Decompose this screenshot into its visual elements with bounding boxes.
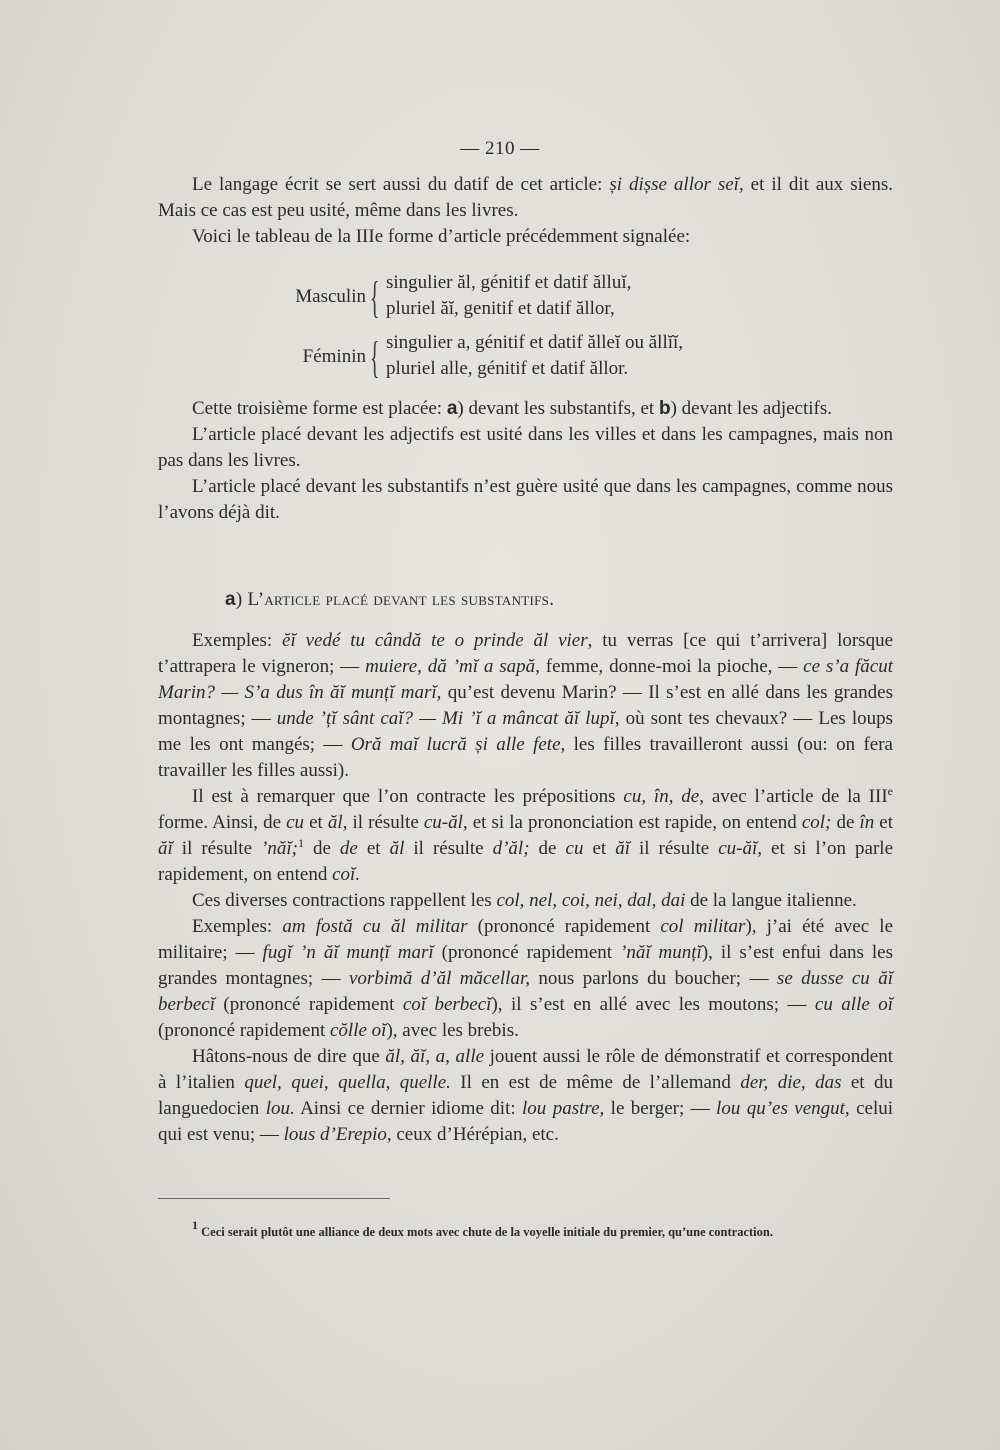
example-italic: ’năĭ; [261, 838, 298, 859]
example-italic: col; [801, 812, 832, 833]
footnote [158, 1218, 893, 1241]
text-span: et [874, 812, 893, 833]
bold-letter-a: a [446, 398, 458, 419]
text-span: ), avec les brebis. [386, 1020, 519, 1041]
section-title: ) L’article placé devant les substantifs. [235, 589, 555, 610]
paragraph-exemples-1 [158, 628, 893, 784]
paragraph-adjectifs: L’article placé devant les adjectifs est usité dans les villes et dans les campagnes, mais non pas dans les livres. [158, 424, 893, 471]
text-span: de [831, 812, 860, 833]
example-italic: ăl, [327, 812, 348, 833]
example-italic: ăĭ [158, 838, 173, 859]
text-span: Hâtons-nous de dire que [192, 1046, 386, 1067]
masculin-pluriel: pluriel ăĭ, genitif et datif ăllor, [386, 298, 615, 319]
text-span: Ces diverses contractions rappellent les [192, 890, 497, 911]
example-italic: lou pastre, [522, 1098, 605, 1119]
intro-block [158, 172, 893, 250]
text-span: il résulte [629, 838, 719, 859]
paragraph-substantifs: L’article placé devant les substantifs n’est guère usité que dans les campagnes, comme nous l’avons déjà dit. [158, 476, 893, 523]
text-span: ceux d’Hérépian, etc. [391, 1124, 559, 1145]
example-italic: col, nel, coi, nei, dal, dai [496, 890, 686, 911]
example-italic: ĕĭ vedé tu cândă te o prinde ăl vier [282, 630, 588, 651]
main-block [158, 628, 893, 1148]
text-span: et si la prononciation est rapide, on entend [467, 812, 802, 833]
example-italic: ăĭ [615, 838, 630, 859]
table-lines [386, 330, 683, 382]
text-span: ) devant les adjectifs. [670, 398, 833, 419]
text-span: Ceci serait plutôt une alliance de deux mots avec chute de la voyelle initiale du premier, qu’une contraction. [198, 1225, 773, 1239]
footnote-divider [158, 1198, 390, 1199]
text-span: ), j’ai été avec le militaire; — [158, 916, 894, 963]
text-span: de [303, 838, 340, 859]
text-span: nous parlons du boucher; — [530, 968, 777, 989]
text-span: et si l’on parle rapidement, on entend [158, 838, 894, 885]
text-span: et [583, 838, 616, 859]
text-span: Exemples: [192, 630, 283, 651]
text-span: avec l’article de la III [703, 786, 888, 807]
example-italic: unde ’țĭ sânt caĭ? — Mi ’ĭ a mâncat ăĭ lupĭ, [276, 708, 620, 729]
example-italic: ’năĭ munțĭ [620, 942, 702, 963]
gender-label-masculin: Masculin [295, 286, 366, 307]
example-italic: fugĭ ’n ăĭ munțĭ marĭ [262, 942, 434, 963]
text-span: de [529, 838, 566, 859]
text-span: il résulte [347, 812, 424, 833]
text-span: qu’est devenu Marin? — Il s’est en allé dans les grandes montagnes; — [158, 682, 893, 729]
intro-paragraph-2: Voici le tableau de la IIIe forme d’article précédemment signalée: [192, 226, 691, 247]
text-span: Il est à remarquer que l’on contracte les prépositions [192, 786, 624, 807]
example-italic: în [859, 812, 875, 833]
table-lines [386, 270, 631, 322]
text-span: jouent aussi le rôle de démonstratif et correspondent à l’italien [158, 1046, 893, 1093]
text-span: où sont tes chevaux? — Les loups me les ont mangés; — [158, 708, 893, 755]
brace-icon: { [370, 273, 380, 322]
text-span: , tu verras [ce qui t’arrivera] lorsque t’attrapera le vigneron; — [158, 630, 894, 677]
text-span: ), il s’est en allé avec les moutons; — [491, 994, 815, 1015]
example-italic: lou. [265, 1098, 295, 1119]
text-span: ) devant les substantifs, et [457, 398, 659, 419]
page-number: — 210 — [460, 138, 540, 159]
paragraph-demonstratif [158, 1044, 893, 1148]
text-span: (prononcé rapidement [467, 916, 661, 937]
section-heading [225, 589, 554, 611]
masculin-singulier: singulier ăl, génitif et datif ălluĭ, [386, 272, 632, 293]
example-italic: de [339, 838, 358, 859]
text-span: Ainsi ce dernier idiome dit: [294, 1098, 523, 1119]
bold-letter-b: b [658, 398, 671, 419]
paragraph-forme [158, 396, 893, 422]
example-italic: cu [565, 838, 584, 859]
paragraph-exemples-2 [158, 914, 893, 1044]
footnote-text [158, 1218, 893, 1241]
example-italic: muiere, dă ’mĭ a sapă, [365, 656, 540, 677]
text-span: et du languedocien [158, 1072, 893, 1119]
example-italic: coĭ berbecĭ [402, 994, 492, 1015]
section-letter: a [225, 589, 236, 610]
example-italic: quel, quei, quella, quelle. [244, 1072, 451, 1093]
intro-paragraph-1 [158, 172, 893, 224]
middle-block [158, 396, 893, 526]
text-span: et [357, 838, 390, 859]
example-italic: der, die, das [740, 1072, 842, 1093]
text-span: celui qui est venu; — [158, 1098, 894, 1145]
example-italic: și dișse allor seĭ [609, 174, 739, 195]
gender-label-feminin: Féminin [302, 346, 366, 367]
example-italic: cŏlle oĭ [329, 1020, 387, 1041]
text-span: Il en est de même de l’allemand [450, 1072, 741, 1093]
text-span: ), il s’est enfui dans les grandes montagnes; — [158, 942, 894, 989]
example-italic: se dusse cu ăĭ berbecĭ [158, 968, 893, 1015]
text-span: (prononcé rapidement [214, 994, 403, 1015]
example-italic: col militar [660, 916, 746, 937]
table-group-masculin [270, 270, 830, 326]
example-italic: ăl [389, 838, 405, 859]
text-span: le berger; — [604, 1098, 717, 1119]
text-span: (prononcé rapidement [433, 942, 620, 963]
text-span: forme. Ainsi, de [158, 812, 287, 833]
text-span: , et il dit aux siens. Mais ce cas est peu usité, même dans les livres. [158, 174, 893, 221]
example-italic: cu-ăĭ, [718, 838, 762, 859]
superscript-e: e [887, 784, 893, 798]
text-span: Cette troisième forme est placée: [192, 398, 447, 419]
example-italic: cu-ăl, [423, 812, 468, 833]
brace-icon: { [370, 333, 380, 382]
example-italic: cu, în, de, [623, 786, 704, 807]
example-italic: d’ăl; [492, 838, 530, 859]
example-italic: ce s’a făcut Marin? — S’a dus în ăĭ munțĭ marĭ, [158, 656, 893, 703]
footnote-ref[interactable]: 1 [297, 836, 304, 850]
text-span: Exemples: [192, 916, 283, 937]
feminin-pluriel: pluriel alle, génitif et datif ăllor. [386, 358, 629, 379]
text-span: de la langue italienne. [685, 890, 857, 911]
text-span: Le langage écrit se sert aussi du datif de cet article: [192, 174, 610, 195]
text-span: et [304, 812, 328, 833]
example-italic: ăl, ăĭ, a, alle [385, 1046, 485, 1067]
example-italic: am fostă cu ăl militar [282, 916, 468, 937]
text-span: il résulte [172, 838, 262, 859]
example-italic: Oră maĭ lucră și alle fete, [350, 734, 566, 755]
text-span: les filles travailleront aussi (ou: on fera travailler les filles aussi). [158, 734, 893, 781]
example-italic: coĭ. [332, 864, 361, 885]
example-italic: cu alle oĭ [814, 994, 894, 1015]
text-span: (prononcé rapidement [158, 1020, 330, 1041]
article-table [270, 270, 830, 390]
example-italic: lou qu’es vengut, [716, 1098, 850, 1119]
table-group-feminin [270, 330, 830, 386]
paragraph-italienne [158, 888, 893, 914]
paragraph-contraction [158, 784, 893, 888]
example-italic: lous d’Erepio, [283, 1124, 392, 1145]
text-span: il résulte [404, 838, 493, 859]
footnote-mark: 1 [192, 1218, 198, 1232]
example-italic: vorbimă d’ăl măcellar, [349, 968, 530, 989]
example-italic: cu [286, 812, 305, 833]
text-span: femme, donne-moi la pioche, — [539, 656, 804, 677]
feminin-singulier: singulier a, génitif et datif ălleĭ ou ăllĭĭ, [386, 332, 684, 353]
